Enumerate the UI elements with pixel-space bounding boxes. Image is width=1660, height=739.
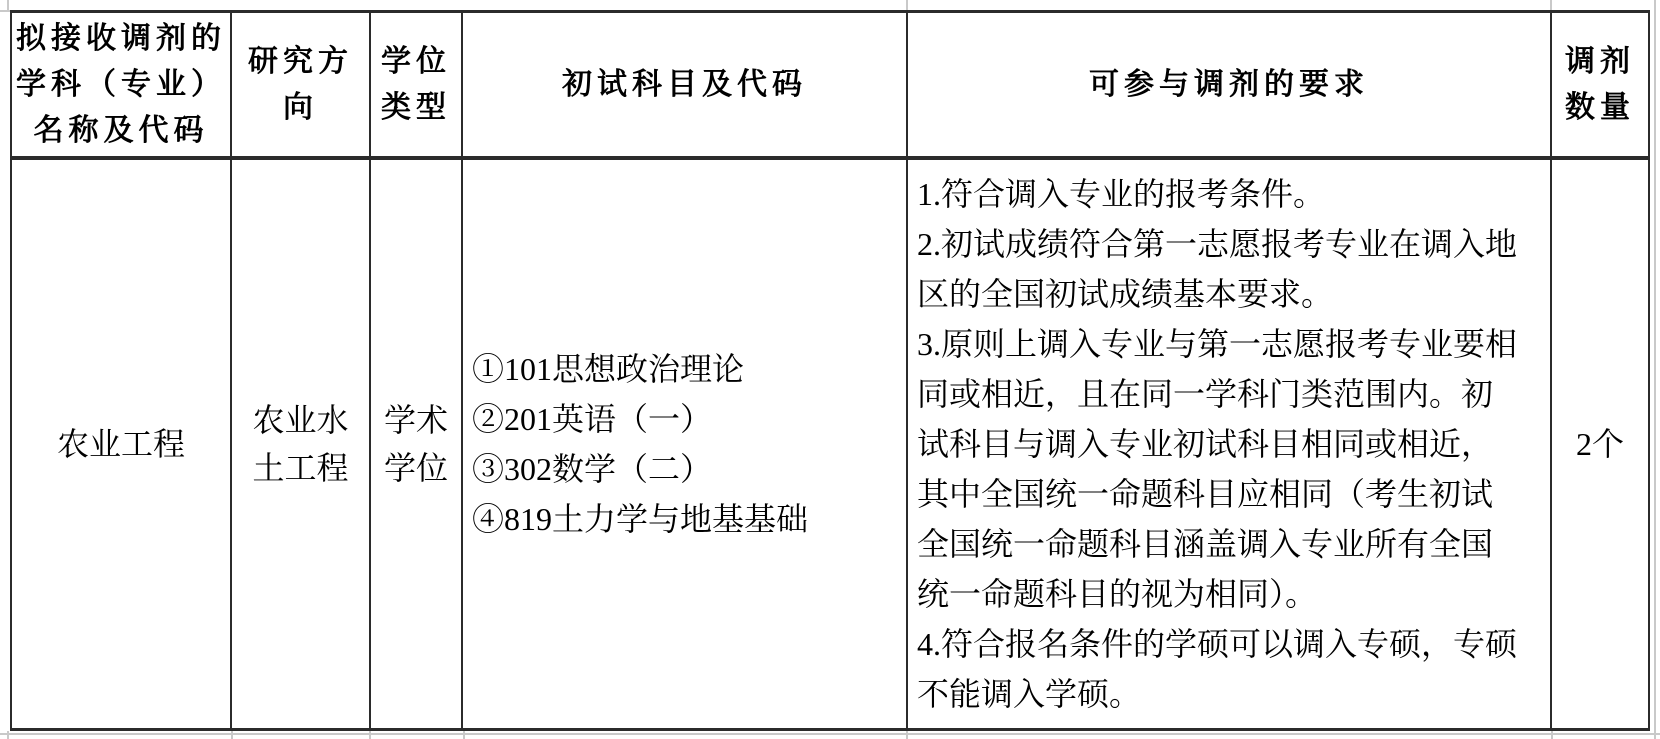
exam-subject: ③302数学（二） [472, 451, 713, 487]
text-line: 同或相近，且在同一学科门类范围内。初 [917, 376, 1494, 412]
header-cell-requirements [908, 13, 1552, 160]
header-line: 名称及代码 [33, 113, 209, 147]
transfer-table [10, 10, 1650, 731]
header-line: 数量 [1565, 90, 1635, 124]
grid-line [906, 0, 908, 10]
grid-line [1550, 0, 1552, 10]
header-line: 调剂 [1565, 44, 1635, 78]
grid-line [0, 733, 1660, 735]
text-line: 其中全国统一命题科目应相同（考生初试 [917, 476, 1494, 512]
exam-subject-list [472, 344, 808, 544]
header-line: 拟接收调剂的 [16, 21, 226, 55]
exam-subject: ①101思想政治理论 [472, 351, 745, 387]
text-line: 2.初试成绩符合第一志愿报考专业在调入地 [917, 226, 1518, 262]
header-line: 学科（专业） [16, 67, 226, 101]
cell-direction [232, 160, 371, 728]
major-value: 农业工程 [56, 426, 185, 462]
text-line: 1.符合调入专业的报考条件。 [917, 176, 1326, 212]
requirements-text [917, 169, 1517, 719]
text-line: 4.符合报名条件的学硕可以调入专硕，专硕 [917, 626, 1518, 662]
text-line: 全国统一命题科目涵盖调入专业所有全国 [917, 526, 1494, 562]
header-cell-degree [371, 13, 463, 160]
exam-subject: ④819土力学与地基基础 [472, 501, 809, 537]
header-line: 学位 [381, 44, 451, 78]
text-line: 统一命题科目的视为相同）。 [917, 576, 1318, 612]
header-cell-direction [232, 13, 371, 160]
header-line: 向 [283, 90, 318, 124]
quota-value: 2个 [1575, 426, 1624, 462]
text-line: 不能调入学硕。 [917, 676, 1142, 712]
degree-value: 学术学位 [383, 402, 448, 486]
text-line: 3.原则上调入专业与第一志愿报考专业要相 [917, 326, 1518, 362]
cell-quota [1552, 160, 1648, 728]
cell-exam-subjects [463, 160, 908, 728]
header-line: 研究方 [248, 44, 353, 78]
cell-degree [371, 160, 463, 728]
exam-subject: ②201英语（一） [472, 401, 713, 437]
text-line: 区的全国初试成绩基本要求。 [917, 276, 1334, 312]
header-line: 初试科目及代码 [562, 67, 807, 101]
header-line: 可参与调剂的要求 [1089, 67, 1369, 101]
header-cell-major [12, 13, 232, 160]
grid-line [1654, 0, 1656, 739]
grid-line [7, 0, 9, 10]
direction-value: 农业水土工程 [252, 402, 349, 486]
header-line: 类型 [381, 90, 451, 124]
cell-major [12, 160, 232, 728]
header-cell-exam [463, 13, 908, 160]
cell-requirements [908, 160, 1552, 728]
header-cell-quota [1552, 13, 1648, 160]
text-line: 试科目与调入专业初试科目相同或相近， [917, 426, 1494, 462]
